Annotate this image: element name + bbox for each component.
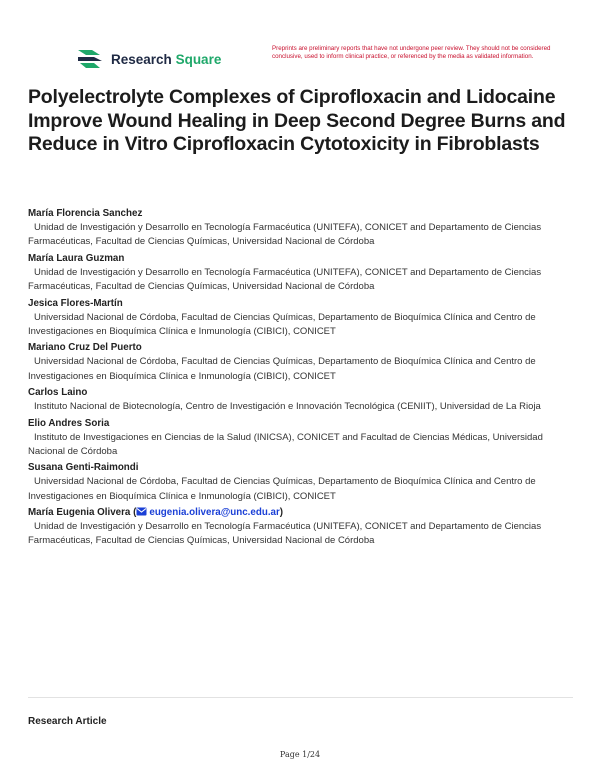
research-square-logo[interactable] — [76, 46, 221, 72]
affiliation-text: Universidad Nacional de Córdoba, Facultad de Ciencias Químicas, Departamento de Bioquímica Clínica and Centro de Investigaciones en Bioquímica Clínica e Inmunología (CIBICI), CONICET — [28, 311, 536, 337]
section-divider — [28, 697, 573, 698]
author-list — [28, 207, 576, 551]
author-affiliation — [28, 266, 576, 295]
close-paren: ) — [279, 507, 284, 519]
affiliation-text: Unidad de Investigación y Desarrollo en Tecnología Farmacéutica (UNITEFA), CONICET and Departamento de Ciencias Farmacéuticas, Facultad de Ciencias Químicas, Universidad Nacional de Córdoba — [28, 266, 542, 293]
open-paren: ( — [133, 507, 137, 519]
author-affiliation — [28, 311, 576, 340]
email-link[interactable]: eugenia.olivera@unc.edu.ar — [149, 507, 280, 519]
author-entry — [28, 297, 576, 340]
affiliation-text: Universidad Nacional de Córdoba, Facultad de Ciencias Químicas, Departamento de Bioquímica Clínica and Centro de Investigaciones en Bioquímica Clínica e Inmunología (CIBICI), CONICET — [28, 476, 536, 502]
author-name: María Eugenia Olivera — [28, 507, 131, 519]
author-affiliation — [28, 520, 576, 549]
logo-text-primary: Research — [111, 51, 172, 67]
author-name: Jesica Flores-Martín — [28, 297, 123, 309]
author-entry — [28, 252, 576, 295]
author-name: María Florencia Sanchez — [28, 208, 143, 219]
corresponding-author-name-line — [28, 506, 576, 520]
author-entry — [28, 417, 576, 460]
author-affiliation — [28, 355, 576, 384]
author-name: Carlos Laino — [28, 387, 88, 399]
author-name: Elio Andres Soria — [28, 417, 110, 429]
affiliation-text: Unidad de Investigación y Desarrollo en Tecnología Farmacéutica (UNITEFA), CONICET and Departamento de Ciencias Farmacéuticas, Facultad de Ciencias Químicas, Universidad Nacional de Córdoba — [28, 521, 542, 547]
page-number: Page 1/24 — [279, 750, 321, 759]
affiliation-text: Instituto de Investigaciones en Ciencias de la Salud (INICSA), CONICET and Facultad de Ciencias Médicas, Universidad Nacional de Córdoba — [28, 431, 543, 457]
author-affiliation — [28, 221, 576, 250]
preprint-disclaimer: Preprints are preliminary reports that have not undergone peer review. They should not be considered conclusive, used to inform clinical practice, or referenced by the media as validated information. — [272, 45, 551, 60]
author-affiliation — [28, 475, 576, 504]
author-entry — [28, 461, 576, 504]
author-affiliation — [28, 431, 576, 460]
author-affiliation — [28, 400, 576, 414]
page-header — [76, 46, 586, 80]
envelope-icon — [136, 507, 147, 516]
article-type-label: Research Article — [28, 716, 107, 727]
author-entry — [28, 341, 576, 384]
logo-text-accent: Square — [175, 51, 222, 67]
author-name: María Laura Guzman — [28, 252, 125, 264]
logo-text — [111, 52, 221, 67]
affiliation-text: Unidad de Investigación y Desarrollo en Tecnología Farmacéutica (UNITEFA), CONICET and Departamento de Ciencias Farmacéuticas, Facultad de Ciencias Químicas, Universidad Nacional de Córdoba — [28, 222, 542, 248]
paper-title: Polyelectrolyte Complexes of Ciprofloxacin and Lidocaine Improve Wound Healing in Deep Second Degree Burns and Reduce in Vitro Ciprofloxacin Cytotoxicity in Fibroblasts — [28, 86, 566, 155]
affiliation-text: Instituto Nacional de Biotecnología, Centro de Investigación e Innovación Tecnológica (CENIIT), Universidad de La Rioja — [34, 401, 541, 413]
corresponding-author-entry — [28, 506, 576, 549]
author-name: Susana Genti-Raimondi — [28, 462, 139, 474]
author-name: Mariano Cruz Del Puerto — [28, 342, 142, 354]
author-entry — [28, 386, 576, 414]
author-entry — [28, 207, 576, 250]
affiliation-text: Universidad Nacional de Córdoba, Facultad de Ciencias Químicas, Departamento de Bioquímica Clínica and Centro de Investigaciones en Bioquímica Clínica e Inmunología (CIBICI), CONICET — [28, 356, 536, 382]
research-square-logo-icon — [76, 46, 104, 72]
